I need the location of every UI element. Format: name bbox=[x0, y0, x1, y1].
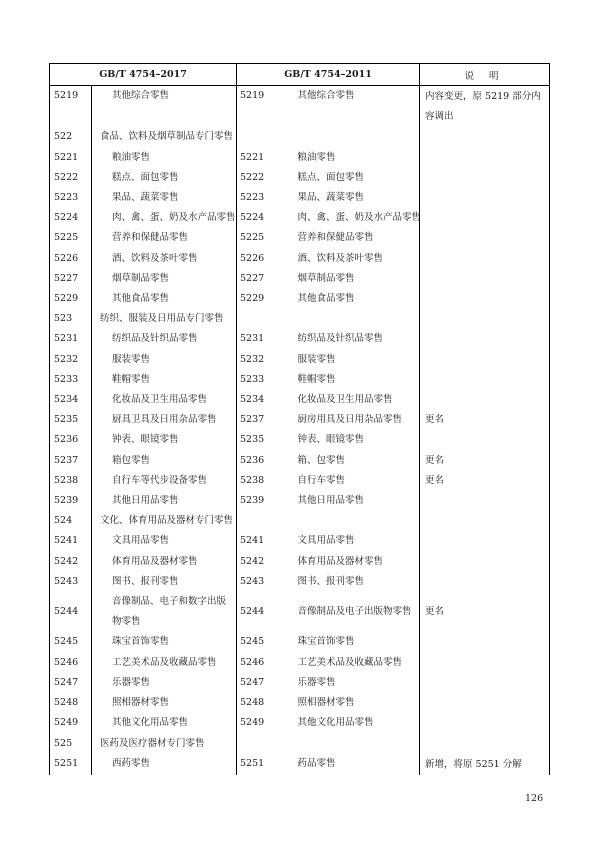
new-name-cell: 粮油零售 bbox=[92, 148, 237, 168]
description-cell bbox=[420, 673, 550, 693]
new-code-cell: 522 bbox=[50, 127, 92, 147]
new-name-cell: 图书、报刊零售 bbox=[92, 572, 237, 592]
description-cell bbox=[420, 390, 550, 410]
new-name-cell: 文化、体育用品及器材专门零售 bbox=[92, 511, 237, 531]
description-cell bbox=[420, 168, 550, 188]
old-name-cell bbox=[278, 734, 420, 754]
new-code-cell: 5222 bbox=[50, 168, 92, 188]
new-code-cell: 5223 bbox=[50, 188, 92, 208]
old-name-cell: 肉、禽、蛋、奶及水产品零售 bbox=[297, 212, 422, 224]
new-code-cell: 5241 bbox=[50, 531, 92, 551]
table-row bbox=[50, 410, 550, 430]
old-code-cell bbox=[237, 309, 278, 329]
old-name-cell: 其他综合零售 bbox=[297, 90, 355, 101]
new-name-cell: 食品、饮料及烟草制品专门零售 bbox=[92, 127, 237, 147]
table-header bbox=[50, 64, 550, 86]
old-code-cell: 5225 bbox=[237, 228, 278, 248]
header-old-standard: GB/T 4754–2011 bbox=[237, 64, 420, 86]
description-cell bbox=[420, 552, 550, 572]
new-code-cell: 5249 bbox=[50, 713, 92, 733]
table-row bbox=[50, 86, 550, 128]
old-code-cell: 5241 bbox=[237, 531, 278, 551]
table-row bbox=[50, 471, 550, 491]
description-cell bbox=[420, 632, 550, 652]
old-name-cell: 乐器零售 bbox=[297, 676, 336, 688]
new-code-cell: 5224 bbox=[50, 208, 92, 228]
new-name-cell: 体育用品及器材零售 bbox=[92, 552, 237, 572]
new-name-cell: 糕点、面包零售 bbox=[92, 168, 237, 188]
old-code-cell bbox=[237, 734, 278, 754]
new-name-cell: 照相器材零售 bbox=[92, 693, 237, 713]
old-name-cell: 箱、包零售 bbox=[297, 454, 346, 466]
table-row bbox=[50, 754, 550, 775]
description-cell: 更名 bbox=[420, 592, 550, 632]
old-name-cell bbox=[278, 127, 420, 147]
new-name-cell: 酒、饮料及茶叶零售 bbox=[92, 249, 237, 269]
old-code-cell: 5224 bbox=[237, 208, 278, 228]
table-row bbox=[50, 390, 550, 410]
table-row bbox=[50, 329, 550, 349]
new-code-cell: 5245 bbox=[50, 632, 92, 652]
old-name-cell: 鞋帽零售 bbox=[297, 373, 336, 385]
old-name-cell: 其他文化用品零售 bbox=[297, 717, 374, 729]
table-row bbox=[50, 592, 550, 632]
description-cell: 新增，将原 5251 分解 bbox=[420, 754, 550, 775]
new-code-cell: 525 bbox=[50, 734, 92, 754]
new-name-cell: 钟表、眼镜零售 bbox=[92, 430, 237, 450]
old-code-cell: 5242 bbox=[237, 552, 278, 572]
new-code-cell: 5246 bbox=[50, 653, 92, 673]
old-name-cell: 音像制品及电子出版物零售 bbox=[297, 606, 412, 618]
table-row bbox=[50, 673, 550, 693]
description-cell bbox=[420, 249, 550, 269]
old-name-cell: 药品零售 bbox=[297, 757, 336, 769]
new-code-cell: 5238 bbox=[50, 471, 92, 491]
new-name-cell: 其他综合零售 bbox=[92, 86, 237, 128]
table-row bbox=[50, 269, 550, 289]
table-row bbox=[50, 188, 550, 208]
old-code-cell: 5232 bbox=[237, 350, 278, 370]
new-code-cell: 5219 bbox=[50, 86, 92, 128]
new-name-cell: 乐器零售 bbox=[92, 673, 237, 693]
classification-mapping-table bbox=[49, 63, 550, 775]
new-code-cell: 5251 bbox=[50, 754, 92, 775]
table-row bbox=[50, 713, 550, 733]
old-name-cell: 营养和保健品零售 bbox=[297, 232, 374, 244]
old-code-cell: 5226 bbox=[237, 249, 278, 269]
new-code-cell: 5231 bbox=[50, 329, 92, 349]
new-code-cell: 5243 bbox=[50, 572, 92, 592]
new-name-cell: 纺织、服装及日用品专门零售 bbox=[92, 309, 237, 329]
header-new-standard: GB/T 4754–2017 bbox=[50, 64, 237, 86]
new-code-cell: 5225 bbox=[50, 228, 92, 248]
new-name-cell: 自行车等代步设备零售 bbox=[92, 471, 237, 491]
table-row bbox=[50, 552, 550, 572]
old-name-cell: 果品、蔬菜零售 bbox=[297, 192, 365, 204]
old-code-cell: 5231 bbox=[237, 329, 278, 349]
old-name-cell: 化妆品及卫生用品零售 bbox=[297, 394, 393, 406]
table-row bbox=[50, 168, 550, 188]
new-name-cell: 文具用品零售 bbox=[92, 531, 237, 551]
new-name-cell: 西药零售 bbox=[92, 754, 237, 775]
old-code-cell: 5248 bbox=[237, 693, 278, 713]
new-name-cell: 鞋帽零售 bbox=[92, 370, 237, 390]
description-cell bbox=[420, 269, 550, 289]
description-cell bbox=[420, 228, 550, 248]
page-number: 126 bbox=[525, 793, 544, 804]
table-row bbox=[50, 572, 550, 592]
description-cell bbox=[420, 430, 550, 450]
old-name-cell: 烟草制品零售 bbox=[297, 272, 355, 284]
table-row bbox=[50, 350, 550, 370]
new-name-cell: 医药及医疗器材专门零售 bbox=[92, 734, 237, 754]
new-name-cell: 音像制品、电子和数字出版物零售 bbox=[92, 592, 237, 632]
table-row bbox=[50, 430, 550, 450]
new-name-cell: 化妆品及卫生用品零售 bbox=[92, 390, 237, 410]
old-name-cell: 工艺美术品及收藏品零售 bbox=[297, 656, 403, 668]
new-name-cell: 珠宝首饰零售 bbox=[92, 632, 237, 652]
description-cell bbox=[420, 653, 550, 673]
new-code-cell: 523 bbox=[50, 309, 92, 329]
description-cell bbox=[420, 350, 550, 370]
new-code-cell: 5236 bbox=[50, 430, 92, 450]
table-row bbox=[50, 511, 550, 531]
old-code-cell: 5238 bbox=[237, 471, 278, 491]
old-code-cell: 5239 bbox=[237, 491, 278, 511]
old-name-cell: 体育用品及器材零售 bbox=[297, 555, 384, 567]
old-code-cell: 5243 bbox=[237, 572, 278, 592]
new-code-cell: 5233 bbox=[50, 370, 92, 390]
description-cell bbox=[420, 693, 550, 713]
table-body bbox=[50, 86, 550, 775]
description-cell: 内容变更，原 5219 部分内容调出 bbox=[420, 86, 550, 128]
old-name-cell: 其他日用品零售 bbox=[297, 495, 365, 507]
description-cell bbox=[420, 188, 550, 208]
new-code-cell: 5237 bbox=[50, 451, 92, 471]
description-cell bbox=[420, 713, 550, 733]
old-name-cell bbox=[278, 309, 420, 329]
old-name-cell: 照相器材零售 bbox=[297, 697, 355, 709]
new-name-cell: 其他日用品零售 bbox=[92, 491, 237, 511]
new-code-cell: 5247 bbox=[50, 673, 92, 693]
old-name-cell: 服装零售 bbox=[297, 353, 336, 365]
new-code-cell: 5242 bbox=[50, 552, 92, 572]
table-row bbox=[50, 693, 550, 713]
old-code-cell: 5251 bbox=[237, 754, 278, 775]
old-code-cell bbox=[237, 127, 278, 147]
new-code-cell: 5248 bbox=[50, 693, 92, 713]
new-code-cell: 5234 bbox=[50, 390, 92, 410]
old-code-cell: 5221 bbox=[237, 148, 278, 168]
new-name-cell: 肉、禽、蛋、奶及水产品零售 bbox=[92, 208, 237, 228]
description-cell bbox=[420, 309, 550, 329]
old-name-cell: 厨房用具及日用杂品零售 bbox=[297, 414, 403, 426]
new-code-cell: 524 bbox=[50, 511, 92, 531]
old-name-cell: 粮油零售 bbox=[297, 151, 336, 163]
table-row bbox=[50, 734, 550, 754]
old-name-cell: 纺织品及针织品零售 bbox=[297, 333, 384, 345]
old-code-cell: 5236 bbox=[237, 451, 278, 471]
old-name-cell: 自行车零售 bbox=[297, 474, 346, 486]
new-code-cell: 5232 bbox=[50, 350, 92, 370]
new-code-cell: 5239 bbox=[50, 491, 92, 511]
table-row bbox=[50, 451, 550, 471]
table-row bbox=[50, 309, 550, 329]
description-cell bbox=[420, 148, 550, 168]
description-cell bbox=[420, 208, 550, 228]
old-name-cell: 糕点、面包零售 bbox=[297, 171, 365, 183]
new-code-cell: 5221 bbox=[50, 148, 92, 168]
new-name-cell: 营养和保健品零售 bbox=[92, 228, 237, 248]
old-code-cell: 5237 bbox=[237, 410, 278, 430]
table-row bbox=[50, 249, 550, 269]
old-code-cell: 5233 bbox=[237, 370, 278, 390]
old-code-cell: 5223 bbox=[237, 188, 278, 208]
description-cell: 更名 bbox=[420, 471, 550, 491]
table-row bbox=[50, 370, 550, 390]
description-cell: 更名 bbox=[420, 410, 550, 430]
description-cell bbox=[420, 531, 550, 551]
new-name-cell: 其他文化用品零售 bbox=[92, 713, 237, 733]
new-name-cell: 工艺美术品及收藏品零售 bbox=[92, 653, 237, 673]
table-row bbox=[50, 148, 550, 168]
old-code-cell: 5246 bbox=[237, 653, 278, 673]
table-row bbox=[50, 228, 550, 248]
old-name-cell: 珠宝首饰零售 bbox=[297, 636, 355, 648]
table-row bbox=[50, 208, 550, 228]
old-code-cell: 5234 bbox=[237, 390, 278, 410]
old-code-cell bbox=[237, 511, 278, 531]
old-name-cell: 其他食品零售 bbox=[297, 293, 355, 305]
table-row bbox=[50, 127, 550, 147]
new-name-cell: 其他食品零售 bbox=[92, 289, 237, 309]
description-cell bbox=[420, 491, 550, 511]
description-cell bbox=[420, 511, 550, 531]
description-cell bbox=[420, 127, 550, 147]
old-name-cell: 图书、报刊零售 bbox=[297, 575, 365, 587]
old-name-cell: 文具用品零售 bbox=[297, 535, 355, 547]
description-cell bbox=[420, 572, 550, 592]
old-code-cell: 5219 bbox=[237, 86, 278, 128]
old-name-cell: 酒、饮料及茶叶零售 bbox=[297, 252, 384, 264]
description-cell bbox=[420, 370, 550, 390]
old-code-cell: 5244 bbox=[237, 592, 278, 632]
table-row bbox=[50, 491, 550, 511]
old-code-cell: 5222 bbox=[237, 168, 278, 188]
new-code-cell: 5244 bbox=[50, 592, 92, 632]
table-row bbox=[50, 289, 550, 309]
new-name-cell: 服装零售 bbox=[92, 350, 237, 370]
new-name-cell: 箱包零售 bbox=[92, 451, 237, 471]
old-code-cell: 5229 bbox=[237, 289, 278, 309]
new-code-cell: 5235 bbox=[50, 410, 92, 430]
table-row bbox=[50, 653, 550, 673]
new-code-cell: 5229 bbox=[50, 289, 92, 309]
new-code-cell: 5227 bbox=[50, 269, 92, 289]
new-code-cell: 5226 bbox=[50, 249, 92, 269]
description-cell bbox=[420, 734, 550, 754]
new-name-cell: 纺织品及针织品零售 bbox=[92, 329, 237, 349]
new-name-cell: 果品、蔬菜零售 bbox=[92, 188, 237, 208]
description-cell bbox=[420, 289, 550, 309]
new-name-cell: 烟草制品零售 bbox=[92, 269, 237, 289]
header-description: 说 明 bbox=[420, 64, 550, 86]
old-code-cell: 5245 bbox=[237, 632, 278, 652]
table-row bbox=[50, 632, 550, 652]
table-row bbox=[50, 531, 550, 551]
new-name-cell: 厨具卫具及日用杂品零售 bbox=[92, 410, 237, 430]
old-code-cell: 5235 bbox=[237, 430, 278, 450]
old-name-cell: 钟表、眼镜零售 bbox=[297, 434, 365, 446]
old-code-cell: 5249 bbox=[237, 713, 278, 733]
old-code-cell: 5247 bbox=[237, 673, 278, 693]
description-cell bbox=[420, 329, 550, 349]
old-code-cell: 5227 bbox=[237, 269, 278, 289]
old-name-cell bbox=[278, 511, 420, 531]
description-cell: 更名 bbox=[420, 451, 550, 471]
